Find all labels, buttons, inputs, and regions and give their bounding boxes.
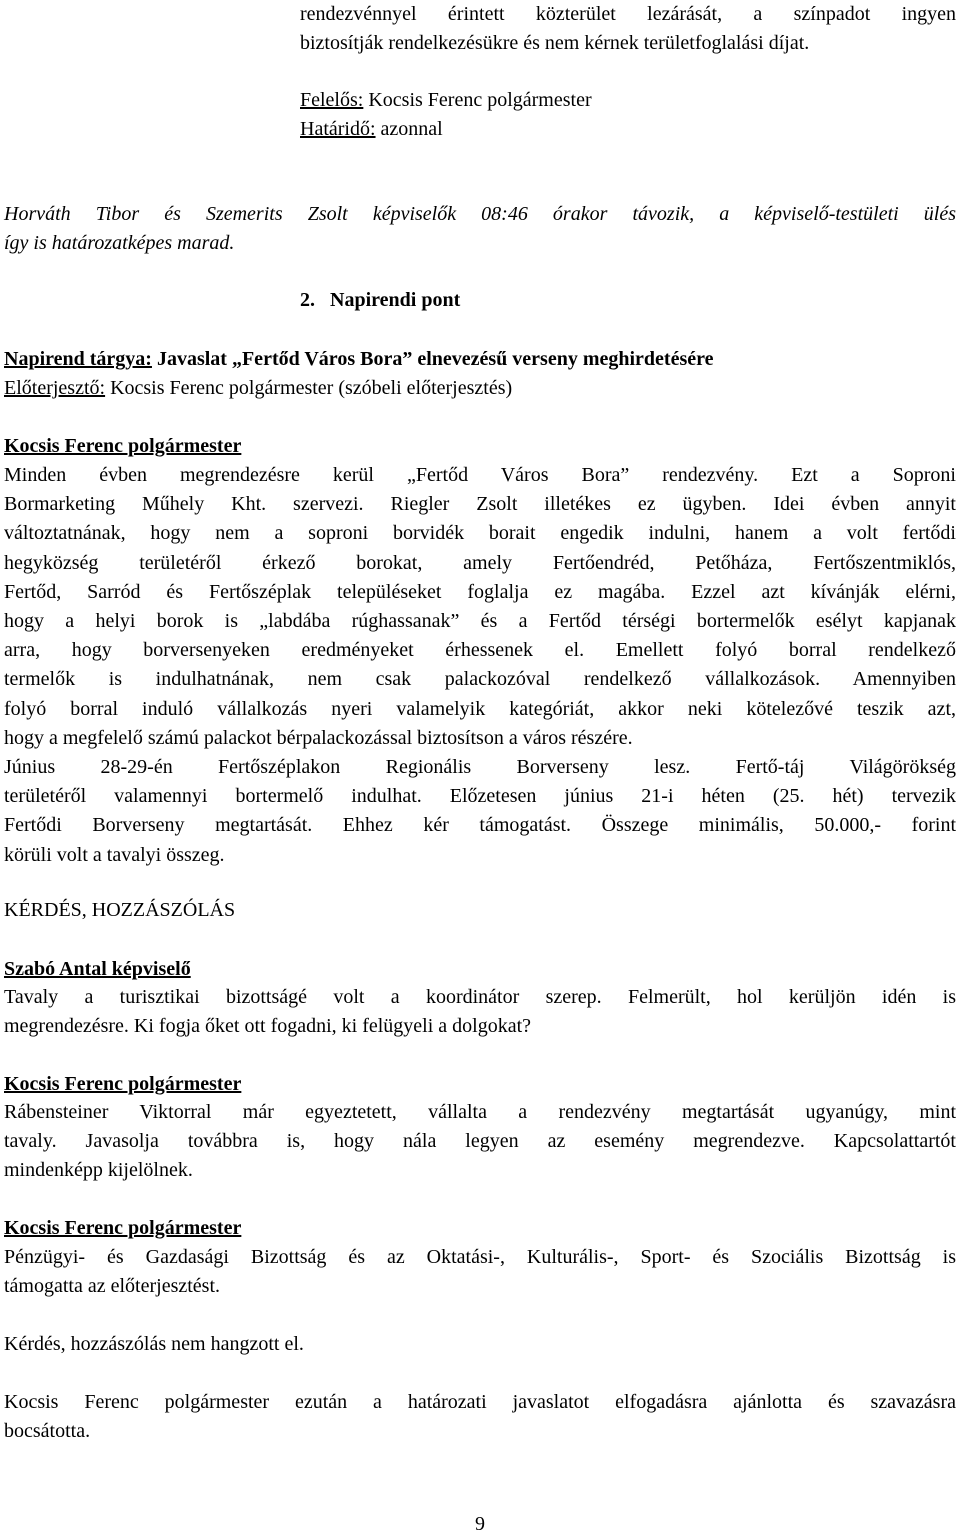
speech-line: Tavaly a turisztikai bizottságé volt a koordinátor szerep. Felmerült, hol kerüljön idén is bbox=[4, 986, 956, 1008]
speech-line: támogatta az előterjesztést. bbox=[4, 1275, 221, 1298]
speech-line: Június 28-29-én Fertőszéplakon Regionális Borverseny lesz. Fertő-táj Világörökség bbox=[4, 756, 956, 779]
departure-note bbox=[4, 200, 956, 258]
speech-paragraph bbox=[4, 1098, 956, 1186]
speech-line: körüli volt a tavalyi összeg. bbox=[4, 843, 225, 866]
speech-line: hegyközség területéről érkező borokat, amely Fertőendréd, Petőháza, Fertőszentmiklós, bbox=[4, 551, 956, 574]
speech-line: hogy a megfelelő számú palackot bérpalackozással biztosítson a város részére. bbox=[4, 726, 633, 749]
speech-line: Pénzügyi- és Gazdasági Bizottság és az Oktatási-, Kulturális-, Sport- és Szociális Bizottság is bbox=[4, 1246, 956, 1268]
intro-paragraph bbox=[300, 0, 956, 58]
intro-line: rendezvénnyel érintett közterület lezárását, a színpadot ingyen bbox=[300, 3, 956, 25]
agenda-presenter-label: Előterjesztő: bbox=[4, 377, 106, 399]
speech-line: mindenképp kijelölnek. bbox=[4, 1159, 193, 1182]
agenda-heading bbox=[300, 286, 956, 315]
speech-line: területéről valamennyi bortermelő indulhat. Előzetesen június 21-i héten (25. hét) tervezik bbox=[4, 785, 956, 808]
speech-paragraph bbox=[4, 461, 956, 870]
agenda-subject-label: Napirend tárgya: bbox=[4, 348, 152, 370]
intro-line: biztosítják rendelkezésükre és nem kérnek területfoglalási díjat. bbox=[300, 32, 810, 55]
speech-line: termelők is indulhatnának, nem csak palackozóval rendelkező vállalkozások. Amennyiben bbox=[4, 668, 956, 691]
agenda-subject bbox=[4, 345, 956, 374]
responsible-label: Felelős: bbox=[300, 89, 364, 111]
speaker-name: Szabó Antal képviselő bbox=[4, 958, 191, 980]
speech-line: tavaly. Javasolja továbbra is, hogy nála legyen az esemény megrendezve. Kapcsolattartót bbox=[4, 1130, 956, 1153]
agenda-presenter bbox=[4, 374, 956, 403]
agenda-subject-value: Javaslat „Fertőd Város Bora” elnevezésű verseny meghirdetésére bbox=[151, 348, 714, 370]
speech-line: Fertőd, Sarród és Fertőszéplak településeket foglalja ez magába. Ezzel azt kívánják elérni, bbox=[4, 580, 956, 603]
speech-line: Bormarketing Műhely Kht. szervezi. Riegler Zsolt illetékes ez ügyben. Idei évben annyit bbox=[4, 493, 956, 516]
closing-line: Kocsis Ferenc polgármester ezután a határozati javaslatot elfogadásra ajánlotta és szavazásra bbox=[4, 1391, 956, 1413]
speaker-name: Kocsis Ferenc polgármester bbox=[4, 1073, 242, 1095]
speech-line: Fertődi Borverseny megtartását. Ehhez kér támogatást. Összege minimális, 50.000,- forint bbox=[4, 814, 956, 837]
agenda-number: 2. bbox=[300, 289, 315, 311]
speech-paragraph bbox=[4, 983, 956, 1041]
departure-line: Horváth Tibor és Szemerits Zsolt képviselők 08:46 órakor távozik, a képviselő-testületi ülés bbox=[4, 203, 956, 225]
closing-line: bocsátotta. bbox=[4, 1420, 91, 1443]
questions-heading: KÉRDÉS, HOZZÁSZÓLÁS bbox=[4, 899, 236, 921]
speaker-name: Kocsis Ferenc polgármester bbox=[4, 435, 242, 457]
speech-line: hogy a helyi borok is „labdába rúghassanak” és a Fertőd térségi bortermelők esélyt kapjanak bbox=[4, 610, 956, 633]
page-number: 9 bbox=[475, 1513, 485, 1535]
closing-paragraph bbox=[4, 1388, 956, 1446]
departure-line: így is határozatképes marad. bbox=[4, 232, 235, 255]
speaker-name: Kocsis Ferenc polgármester bbox=[4, 1217, 242, 1239]
speech-line: megrendezésre. Ki fogja őket ott fogadni, ki felügyeli a dolgokat? bbox=[4, 1015, 532, 1038]
speech-line: Minden évben megrendezésre kerül „Fertőd Város Bora” rendezvény. Ezt a Soproni bbox=[4, 464, 956, 486]
speech-line: változtatnának, hogy nem a soproni borvidék borait engedik indulni, hanem a volt fertődi bbox=[4, 522, 956, 545]
deadline-label: Határidő: bbox=[300, 118, 376, 140]
no-questions-note: Kérdés, hozzászólás nem hangzott el. bbox=[4, 1333, 304, 1355]
speech-paragraph bbox=[4, 1243, 956, 1301]
responsible-value: Kocsis Ferenc polgármester bbox=[363, 89, 592, 111]
deadline-line bbox=[300, 115, 956, 144]
speech-line: folyó borral induló vállalkozás nyeri valamelyik kategóriát, akkor neki kötelezővé teszik azt, bbox=[4, 697, 956, 720]
speech-line: Rábensteiner Viktorral már egyeztetett, vállalta a rendezvény megtartását ugyanúgy, mint bbox=[4, 1101, 956, 1123]
agenda-presenter-value: Kocsis Ferenc polgármester (szóbeli előterjesztés) bbox=[105, 377, 513, 399]
responsible-line bbox=[300, 86, 956, 115]
agenda-title: Napirendi pont bbox=[330, 289, 461, 311]
speech-line: arra, hogy borversenyeken eredményeket érhessenek el. Emellett folyó borral rendelkező bbox=[4, 639, 956, 662]
deadline-value: azonnal bbox=[375, 118, 443, 140]
